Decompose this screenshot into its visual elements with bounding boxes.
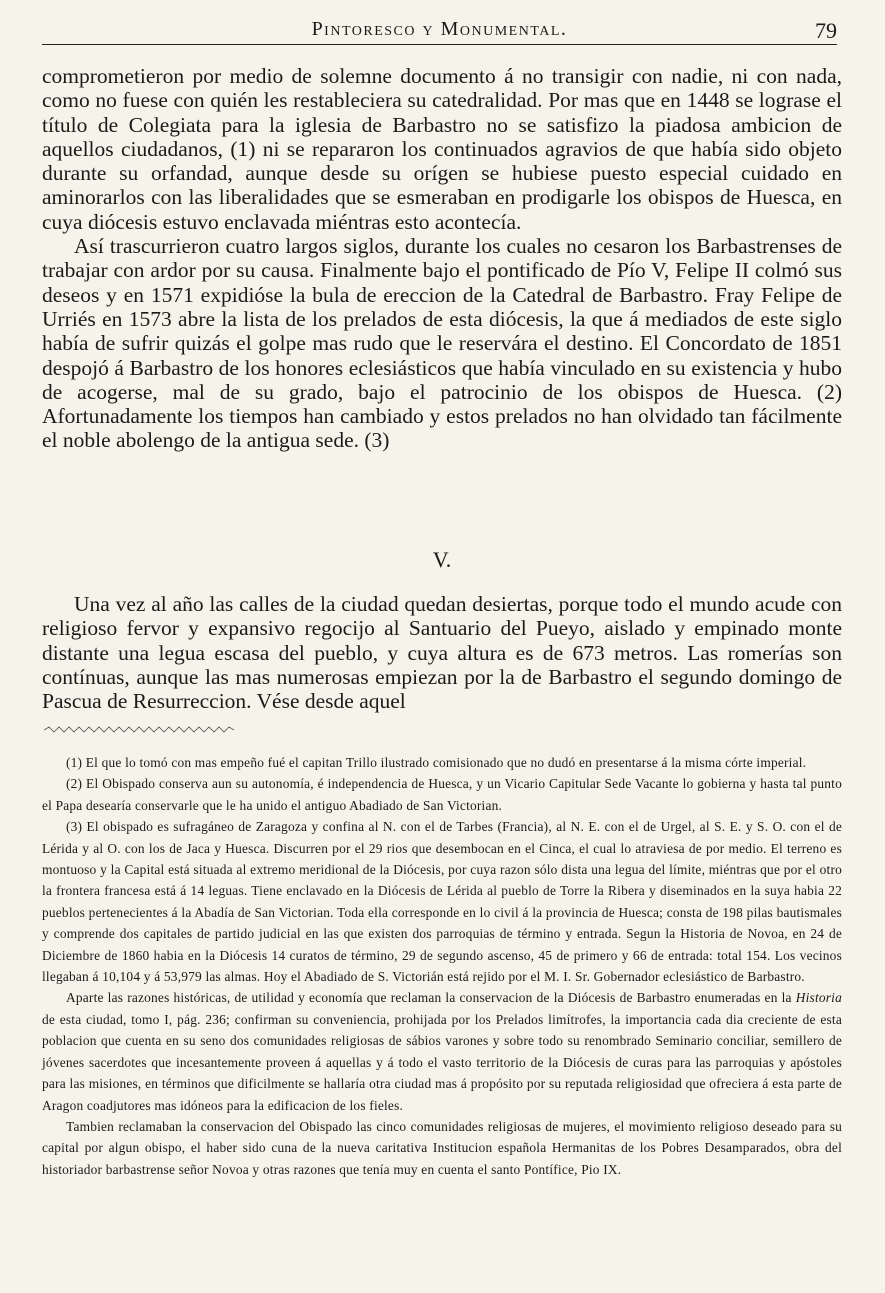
paragraph-continuation: comprometieron por medio de solemne documento á no transigir con nadie, ni con nada, como no fuese con quién les restableciera su catedralidad. Por mas que en 1448 se lograse el título de Colegiata para la iglesia de Barbastro no se satisfizo la piadosa ambicion de aquellos ciudadanos, (1) ni se repararon los continuados agravios de que había sido objeto durante su orfandad, aunque desde su orígen se hubiese puesto especial cuidado en aminorarlos con las liberalidades que se esmeraban en prodigarle los obispos de Huesca, en cuya diócesis estuvo enclavada miéntras esto acontecía. xyxy=(42,64,842,234)
footnote-1: (1) El que lo tomó con mas empeño fué el capitan Trillo ilustrado comisionado que no dudó en presentarse á la misma córte imperial. xyxy=(66,755,807,770)
main-text xyxy=(42,64,842,453)
footnote-text: de esta ciudad, tomo I, pág. 236; confirman su conveniencia, prohijada por los Prelados limítrofes, la importancia cada dia creciente de esta poblacion que cuenta en su seno dos comunidades religiosas de sábios varones y sobre todo su renombrado Seminario conciliar, semillero de jóvenes sacerdotes que incesantemente proveen á aquellas y á todo el vasto territorio de la Diócesis de curas para las parroquias y apóstoles para las misiones, en términos que dificilmente se hallaría otra ciudad mas á propósito por su reputada religiosidad que ofreciera á esta parte de Aragon coadjutores mas idóneos para la edificacion de los fieles. xyxy=(42,1011,842,1113)
footnote-3-final: Tambien reclamaban la conservacion del Obispado las cinco comunidades religiosas de mujeres, el movimiento religioso deseado para su capital por algun obispo, el haber sido cuna de la nueva caritativa Institucion española Hermanitas de los Pobres Desamparados, obra del historiador barbastrense señor Novoa y otras razones que tenía muy en cuenta el santo Pontífice, Pio IX. xyxy=(42,1118,842,1177)
ornamental-separator xyxy=(44,726,234,734)
section-paragraph: Una vez al año las calles de la ciudad quedan desiertas, porque todo el mundo acude con religioso fervor y expansivo regocijo al Santuario del Pueyo, aislado y empinado monte distante una legua escasa del pueblo, y cuya altura es de 673 metros. Las romerías son contínuas, aunque las mas numerosas empiezan por la de Barbastro el segundo domingo de Pascua de Resurreccion. Vése desde aquel xyxy=(42,592,842,714)
footnote-3-continuation xyxy=(42,987,842,1115)
section-heading: V. xyxy=(432,547,452,572)
footnotes xyxy=(42,752,842,1180)
footnote-2: (2) El Obispado conserva aun su autonomía, é independencia de Huesca, y un Vicario Capitular Sede Vacante lo gobierna y hasta tal punto el Papa desearía conservarle que le ha unido el antiguo Abadiado de San Victorian. xyxy=(42,776,842,813)
running-head xyxy=(42,14,837,45)
footnote-3: (3) El obispado es sufragáneo de Zaragoza y confina al N. con el de Tarbes (Francia), al N. E. con el de Urgel, al S. E. y S. O. con el de Lérida y al O. con los de Jaca y Huesca. Discurren por el 29 rios que desembocan en el Cinca, el cual lo atraviesa de por medio. El terreno es montuoso y la Capital está situada al extremo meridional de la Diócesis, por cuya razon sólo dista una legua del límite, miéntras que por el otro la frontera francesa está á 14 leguas. Tiene enclavado en la Diócesis de Lérida al pueblo de Torre la Ribera y diseminados en la suya habia 22 pueblos pertenecientes á la Abadía de San Victorian. Toda ella corresponde en lo civil á la provincia de Huesca; consta de 198 pilas bautismales y comprende dos capitales de partido judicial en las que existen dos parroquias de término y entrada. Segun la Historia de Novoa, en 24 de Diciembre de 1860 habia en la Diócesis 14 curatos de término, 29 de segundo ascenso, 45 de primero y 66 de entrada: total 154. Los vecinos llegaban á 10,104 y á 53,979 las almas. Hoy el Abadiado de S. Victorián está rejido por el M. I. Sr. Gobernador eclesiástico de Barbastro. xyxy=(42,819,842,985)
running-title: Pintoresco y Monumental. xyxy=(311,18,568,40)
paragraph: Así trascurrieron cuatro largos siglos, durante los cuales no cesaron los Barbastrenses de trabajar con ardor por su causa. Finalmente bajo el pontificado de Pío V, Felipe II colmó sus deseos y en 1571 expidióse la bula de ereccion de la Catedral de Barbastro. Fray Felipe de Urriés en 1573 abre la lista de los prelados de esta diócesis, la que á mediados de este siglo había de sufrir quizás el golpe mas rudo que le reservára el destino. El Concordato de 1851 despojó á Barbastro de los honores eclesiásticos que había vinculado en su existencia y hubo de acogerse, mal de su grado, bajo el patrocinio de los obispos de Huesca. (2) Afortunadamente los tiempos han cambiado y estos prelados no han olvidado tan fácilmente el noble abolengo de la antigua sede. (3) xyxy=(42,234,842,453)
page-number: 79 xyxy=(815,18,837,43)
footnote-italic-title: Historia xyxy=(795,990,842,1006)
footnote-text: Aparte las razones históricas, de utilidad y economía que reclaman la conservacion de la Diócesis de Barbastro enumeradas en la xyxy=(66,990,796,1006)
